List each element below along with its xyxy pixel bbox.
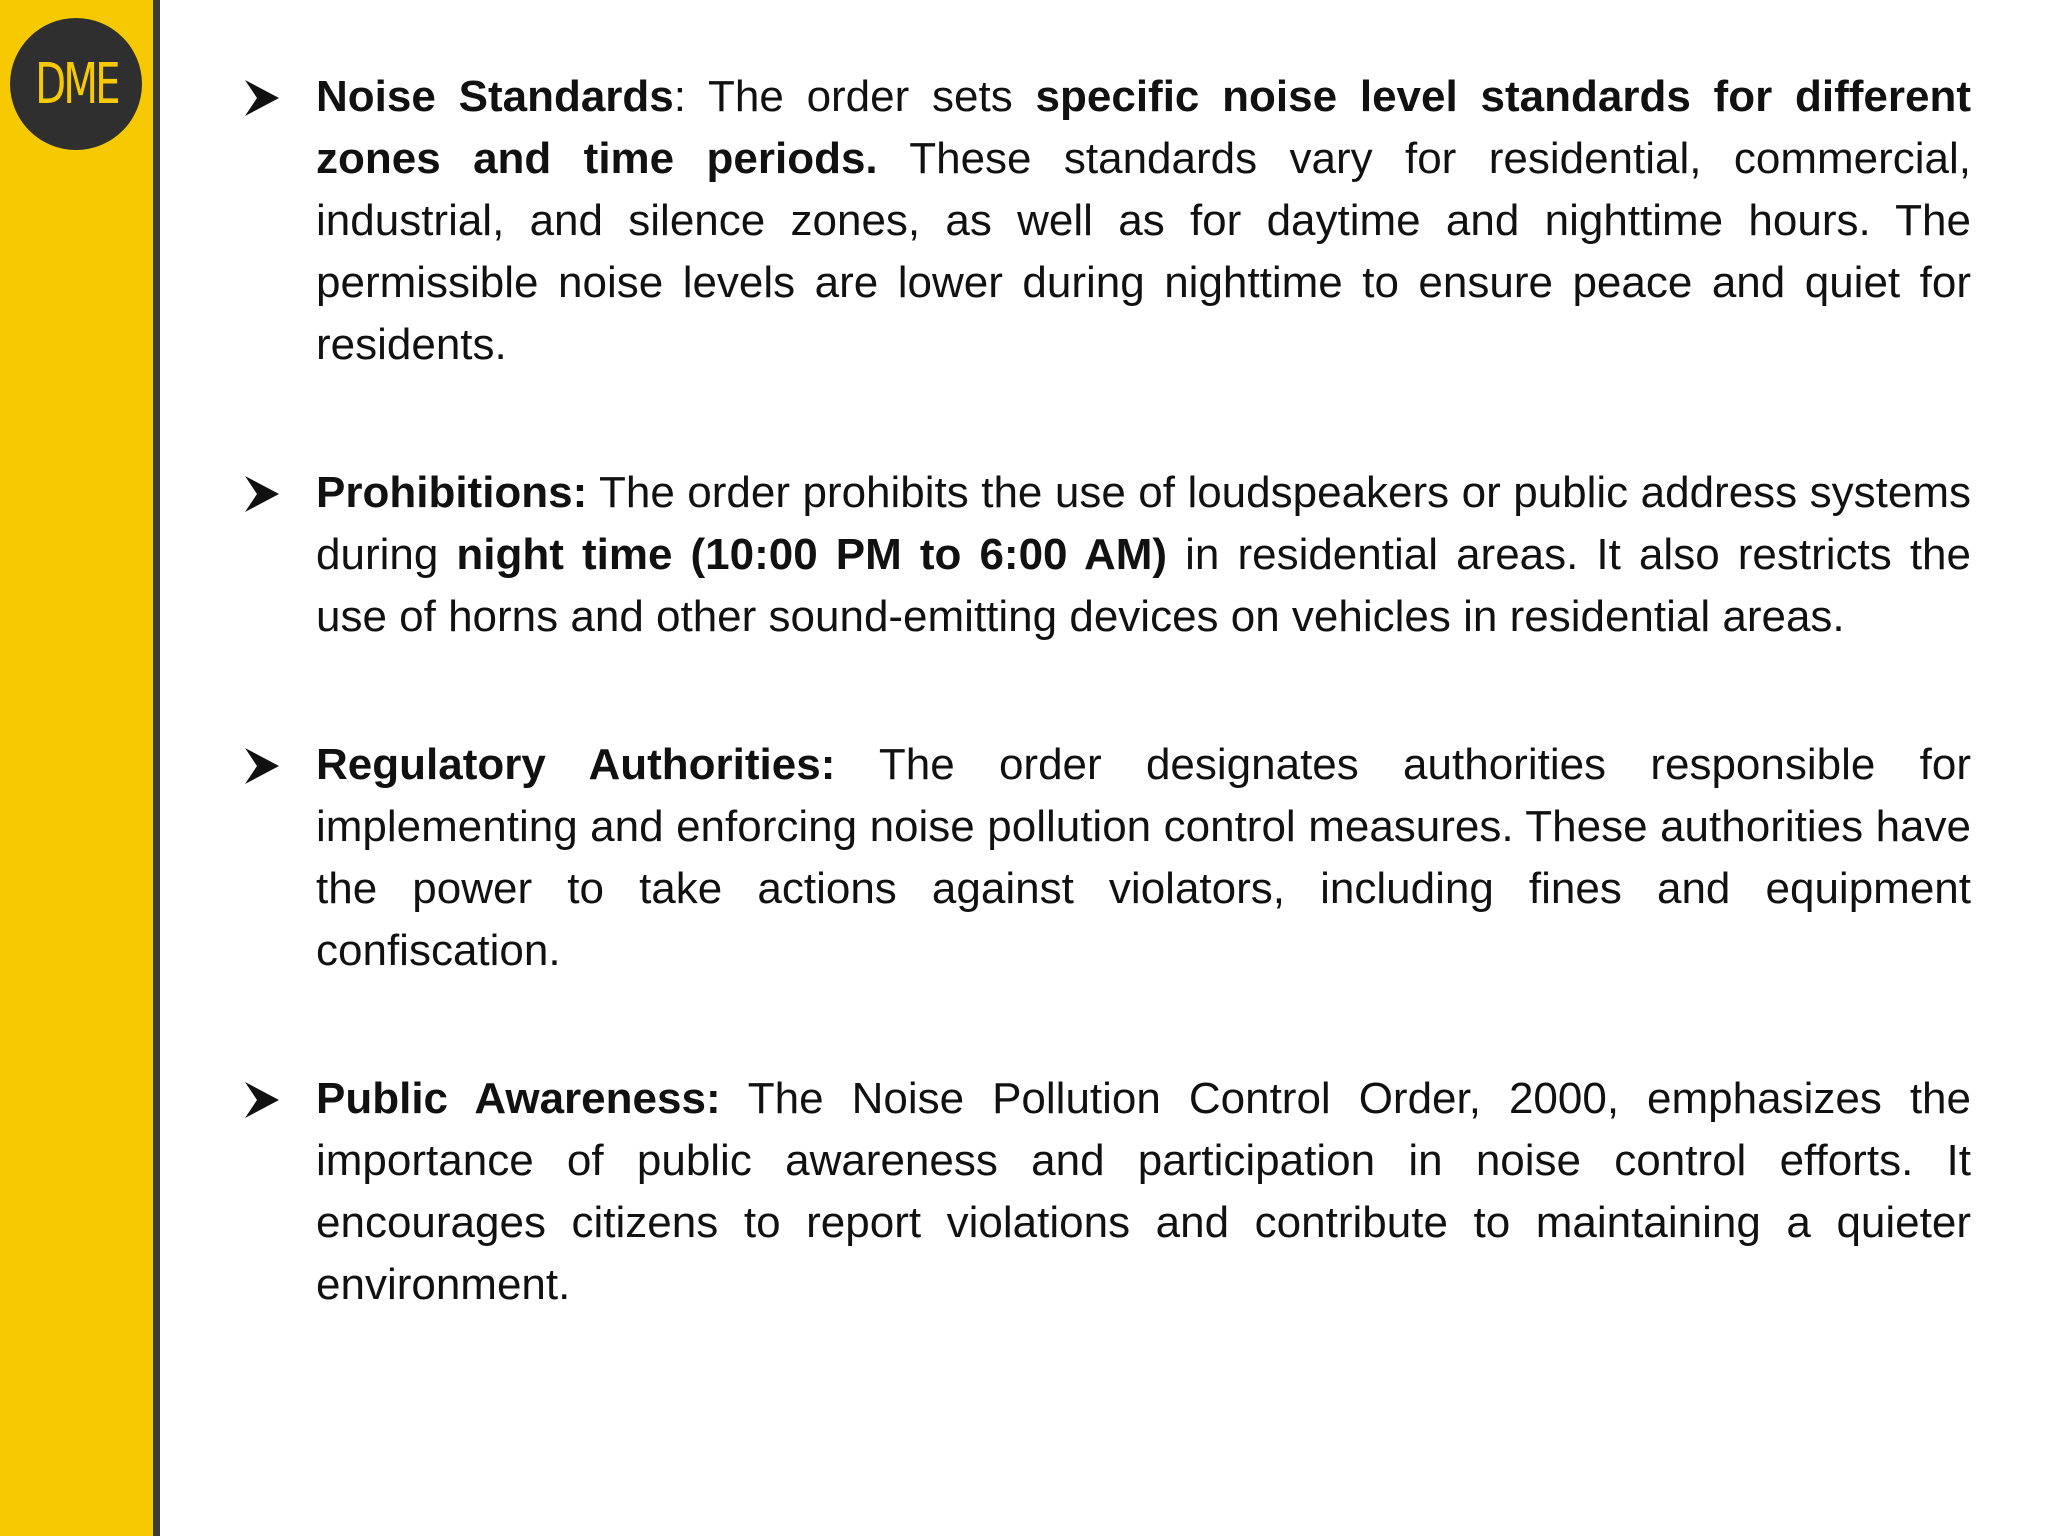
- content-area: [243, 66, 1971, 1402]
- bullet-text-part: These standards vary for residential, commercial, industrial, and silence zones, as well as for daytime and nighttime hours. The permissible noise levels are lower during nighttime to ensure peace and quiet for residents.: [316, 134, 1971, 369]
- sidebar-band: [0, 0, 153, 1536]
- bullet-text: [316, 1068, 1971, 1316]
- arrowhead-bullet-icon: [243, 746, 281, 786]
- logo-text: DME: [34, 52, 118, 117]
- dme-logo: [10, 18, 142, 150]
- bullet-text-part: The Noise Pollution Control Order, 2000, emphasizes the importance of public awareness and participation in noise control efforts. It encourages citizens to report violations and contribute to maintaining a quieter environment.: [316, 1074, 1971, 1309]
- bullet-title: Prohibitions:: [316, 468, 588, 517]
- bullet-public-awareness: [243, 1068, 1971, 1316]
- bullet-noise-standards: [243, 66, 1971, 376]
- sidebar-edge: [153, 0, 160, 1536]
- bullet-title: Public Awareness:: [316, 1074, 721, 1123]
- bullet-text-part: in residential areas. It also restricts the use of horns and other sound-emitting devices on vehicles in residential areas.: [316, 530, 1971, 641]
- bullet-regulatory-authorities: [243, 734, 1971, 982]
- bullet-text: [316, 66, 1971, 376]
- bullet-bold-text: specific noise level standards for different zones and time periods.: [316, 72, 1971, 183]
- bullet-text: [316, 734, 1971, 982]
- bullet-text-part: The order designates authorities responsible for implementing and enforcing noise pollution control measures. These authorities have the power to take actions against violators, including fines and equipment confiscation.: [316, 740, 1972, 975]
- bullet-bold-text: night time (10:00 PM to 6:00 AM): [456, 530, 1168, 579]
- arrowhead-bullet-icon: [243, 474, 281, 514]
- bullet-title: Noise Standards: [316, 72, 674, 121]
- bullet-text: [316, 462, 1971, 648]
- bullet-text-part: The order prohibits the use of loudspeakers or public address systems during: [316, 468, 1971, 579]
- arrowhead-bullet-icon: [243, 1080, 281, 1120]
- bullet-prohibitions: [243, 462, 1971, 648]
- bullet-title: Regulatory Authorities:: [316, 740, 836, 789]
- arrowhead-bullet-icon: [243, 78, 281, 118]
- bullet-text-part: : The order sets: [673, 72, 1036, 121]
